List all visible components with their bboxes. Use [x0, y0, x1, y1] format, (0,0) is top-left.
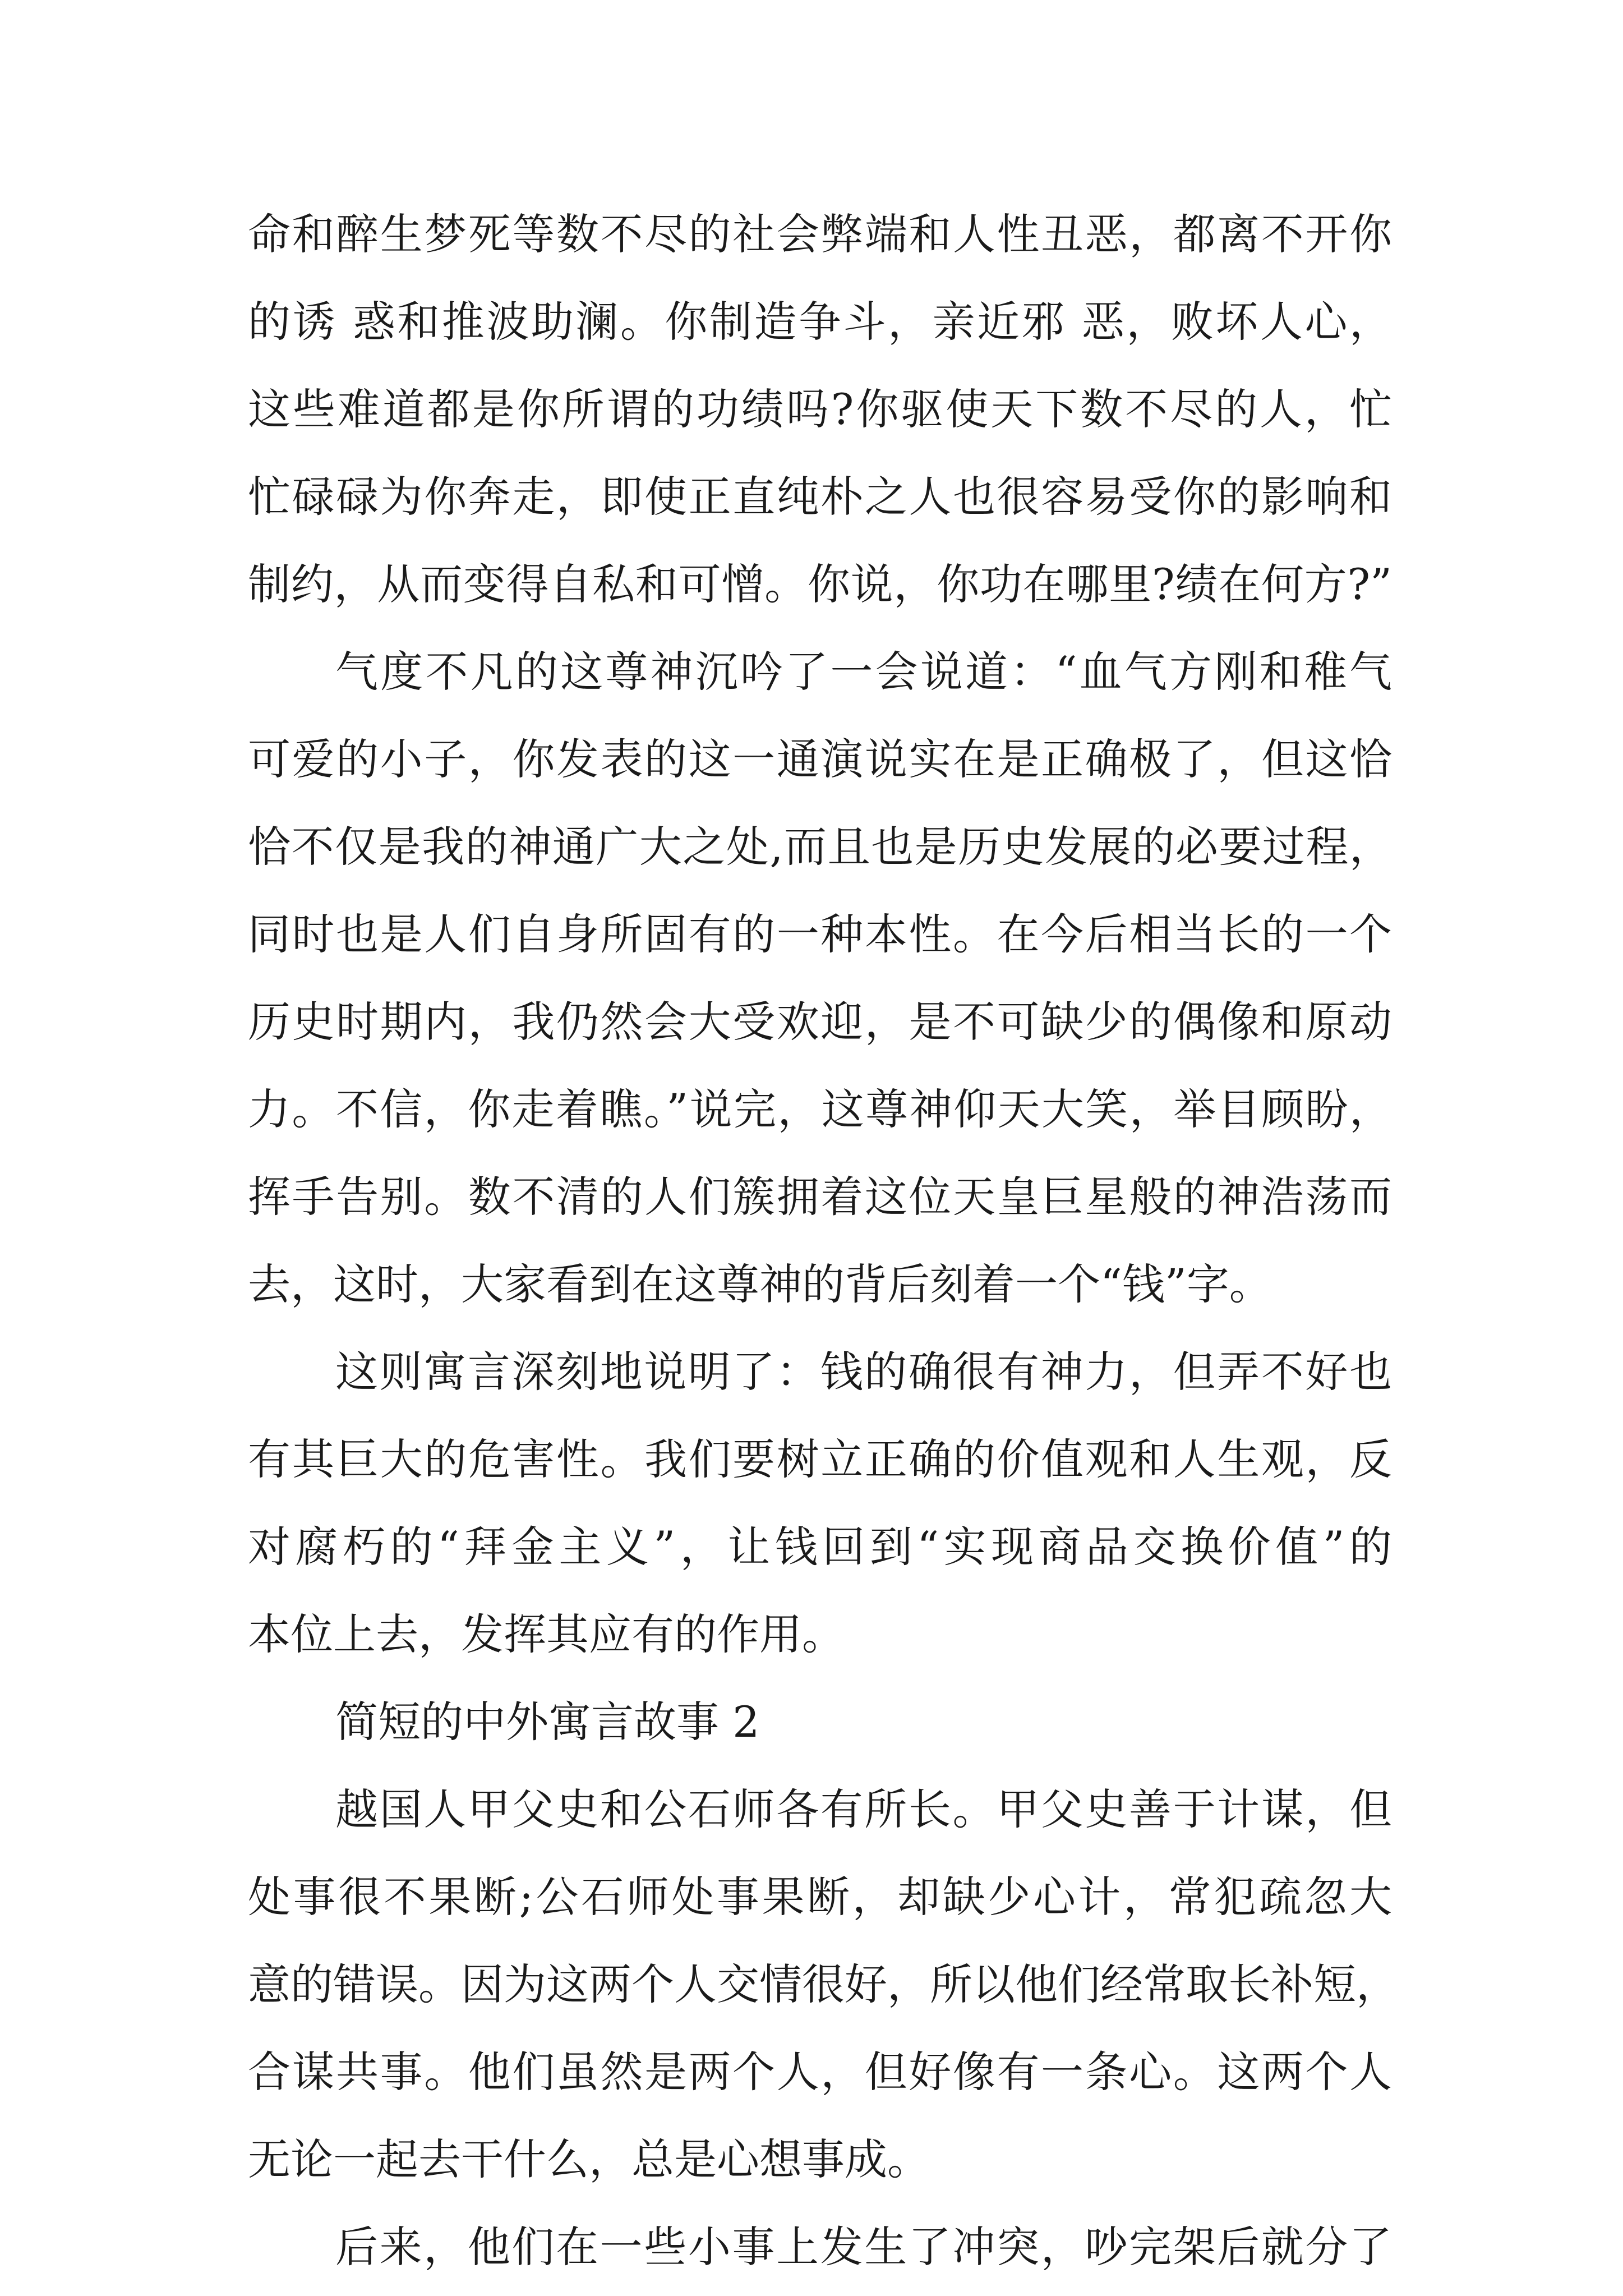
text-line: 本位上去，发挥其应有的作用。	[248, 1609, 845, 1659]
text-line: 这则寓言深刻地说明了：钱的确很有神力，但弄不好也	[335, 1347, 1392, 1397]
text-line: 对腐朽的“拜金主义”，让钱回到“实现商品交换价值”的	[248, 1522, 1392, 1572]
text-line: 命和醉生梦死等数不尽的社会弊端和人性丑恶，都离不开你	[248, 209, 1392, 259]
text-line: 历史时期内，我仍然会大受欢迎，是不可缺少的偶像和原动	[248, 997, 1392, 1047]
text-line: 同时也是人们自身所固有的一种本性。在今后相当长的一个	[248, 909, 1392, 959]
text-line: 可爱的小子，你发表的这一通演说实在是正确极了，但这恰	[248, 734, 1392, 784]
text-line: 挥手告别。数不清的人们簇拥着这位天皇巨星般的神浩荡而	[248, 1172, 1392, 1222]
text-line: 去，这时，大家看到在这尊神的背后刻着一个“钱”字。	[248, 1259, 1272, 1309]
text-line: 气度不凡的这尊神沉吟了一会说道：“血气方刚和稚气	[335, 647, 1392, 697]
text-line: 忙碌碌为你奔走，即使正直纯朴之人也很容易受你的影响和	[248, 472, 1392, 522]
text-line: 越国人甲父史和公石师各有所长。甲父史善于计谋，但	[335, 1784, 1392, 1834]
text-line: 恰不仅是我的神通广大之处,而且也是历史发展的必要过程，	[248, 822, 1392, 872]
text-line: 有其巨大的危害性。我们要树立正确的价值观和人生观，反	[248, 1434, 1392, 1484]
text-line: 这些难道都是你所谓的功绩吗?你驱使天下数不尽的人，忙	[248, 384, 1392, 434]
text-line: 意的错误。因为这两个人交情很好，所以他们经常取长补短，	[248, 1959, 1399, 2009]
text-line: 后来，他们在一些小事上发生了冲突，吵完架后就分了	[335, 2222, 1392, 2272]
text-line: 制约，从而变得自私和可憎。你说，你功在哪里?绩在何方?”	[248, 559, 1392, 609]
text-line: 力。不信，你走着瞧。”说完，这尊神仰天大笑，举目顾盼，	[248, 1084, 1392, 1134]
section-heading: 简短的中外寓言故事 2	[335, 1697, 760, 1747]
text-line: 无论一起去干什么，总是心想事成。	[248, 2134, 930, 2184]
text-line: 处事很不果断;公石师处事果断，却缺少心计，常犯疏忽大	[248, 1872, 1392, 1922]
text-line: 的诱 惑和推波助澜。你制造争斗，亲近邪 恶，败坏人心，	[248, 297, 1392, 347]
text-line: 合谋共事。他们虽然是两个人，但好像有一条心。这两个人	[248, 2047, 1392, 2097]
